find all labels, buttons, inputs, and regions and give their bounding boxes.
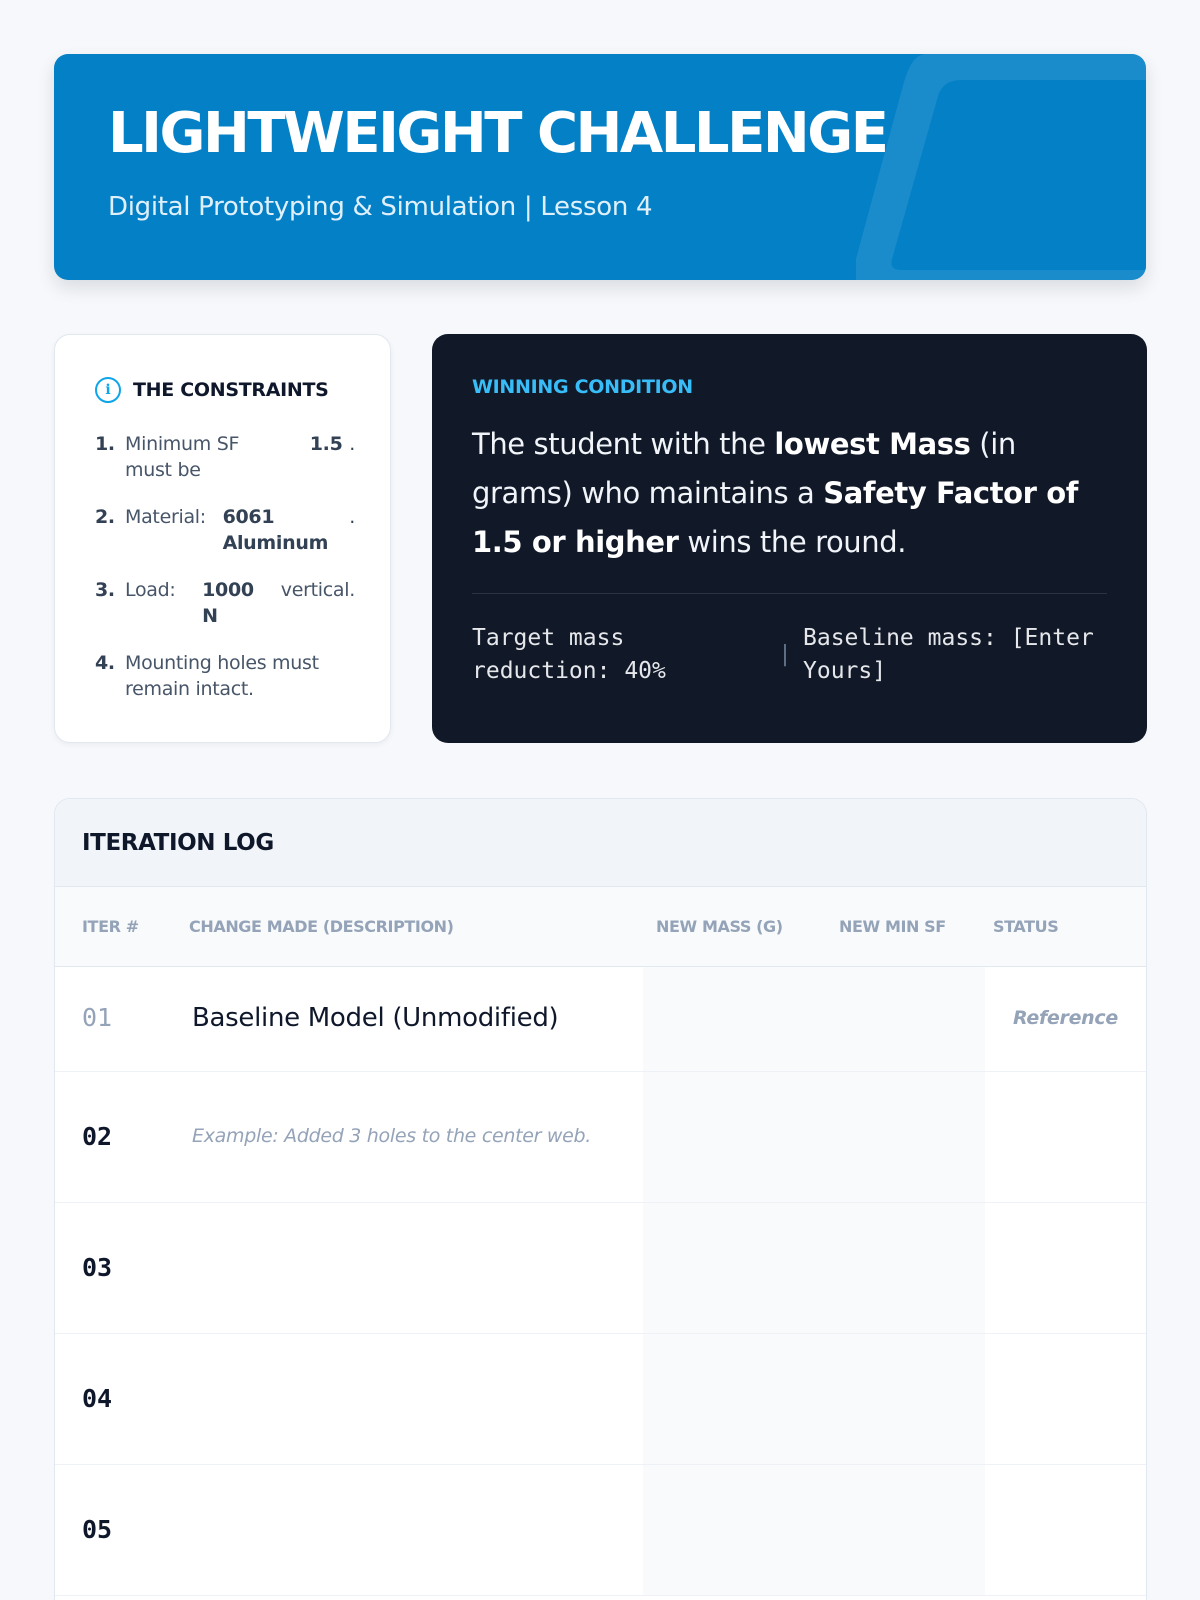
column-header-sf: NEW MIN SF — [839, 917, 946, 936]
value-columns-shade — [643, 1072, 985, 1202]
constraint-number: 4. — [95, 652, 115, 674]
divider — [472, 593, 1107, 594]
iteration-number: 04 — [82, 1384, 113, 1413]
constraint-label: Mounting holes must remain intact. — [125, 652, 319, 700]
constraint-value: 1.5 — [309, 433, 343, 455]
constraint-label: Material: — [125, 506, 206, 528]
footer-separator: | — [778, 642, 792, 667]
constraint-number: 2. — [95, 506, 115, 528]
iteration-number: 03 — [82, 1253, 113, 1282]
value-columns-shade — [643, 1334, 985, 1464]
info-cards-row — [54, 334, 1147, 743]
constraint-item — [95, 577, 355, 629]
value-columns-shade — [643, 1203, 985, 1333]
column-header-iter: ITER # — [82, 917, 139, 936]
iteration-number: 01 — [82, 1003, 113, 1032]
constraint-value: 1000 N — [202, 579, 254, 627]
table-row — [55, 1072, 1146, 1203]
banner-decoration-shape — [856, 54, 1146, 280]
target-mass-reduction: Target mass reduction: 40% — [472, 625, 666, 684]
column-header-mass: NEW MASS (G) — [656, 917, 783, 936]
value-columns-shade — [643, 1465, 985, 1595]
iteration-number: 05 — [82, 1515, 113, 1544]
constraint-number: 1. — [95, 433, 115, 455]
constraint-item — [95, 650, 355, 702]
constraints-header — [95, 377, 329, 403]
winning-footer — [472, 622, 1107, 688]
constraints-card — [54, 334, 391, 743]
table-header-row — [55, 887, 1146, 967]
table-row — [55, 1334, 1146, 1465]
constraints-title: THE CONSTRAINTS — [133, 379, 329, 401]
constraint-value: 6061 Aluminum — [222, 506, 329, 554]
iteration-number: 02 — [82, 1122, 113, 1151]
iteration-status: Reference — [1013, 1007, 1118, 1029]
constraints-list — [95, 431, 355, 723]
iteration-log-table — [54, 798, 1147, 1600]
winning-condition-text: The student with the lowest Mass (in grams) who maintains a Safety Factor of 1.5 or higher wins the round. — [472, 427, 1079, 559]
constraint-suffix: vertical. — [280, 579, 355, 601]
constraint-label: Load: — [125, 579, 176, 601]
iteration-description: Baseline Model (Unmodified) — [192, 1003, 559, 1033]
value-columns-shade — [643, 967, 985, 1071]
header-banner — [54, 54, 1146, 280]
constraint-suffix: . — [349, 506, 355, 528]
table-row — [55, 1465, 1146, 1596]
constraint-label: Minimum SF must be — [125, 433, 240, 481]
iteration-log-title: ITERATION LOG — [55, 799, 1146, 887]
constraint-item — [95, 431, 355, 483]
constraint-suffix: . — [349, 433, 355, 455]
emphasis-safety-factor: Safety Factor of 1.5 or higher — [472, 476, 1079, 559]
constraint-number: 3. — [95, 579, 115, 601]
emphasis-lowest-mass: lowest Mass — [774, 427, 971, 461]
table-row — [55, 1203, 1146, 1334]
winning-condition-label: WINNING CONDITION — [472, 376, 693, 398]
constraint-item — [95, 504, 355, 556]
page-subtitle: Digital Prototyping & Simulation | Lesson 4 — [108, 192, 653, 222]
info-icon: i — [95, 377, 121, 403]
winning-condition-card — [432, 334, 1147, 743]
baseline-mass: Baseline mass: [Enter Yours] — [803, 625, 1094, 684]
column-header-status: STATUS — [993, 917, 1059, 936]
column-header-change: CHANGE MADE (DESCRIPTION) — [189, 917, 454, 936]
page-title: LIGHTWEIGHT CHALLENGE — [108, 101, 887, 166]
table-row — [55, 967, 1146, 1072]
iteration-description: Example: Added 3 holes to the center web. — [192, 1125, 592, 1147]
